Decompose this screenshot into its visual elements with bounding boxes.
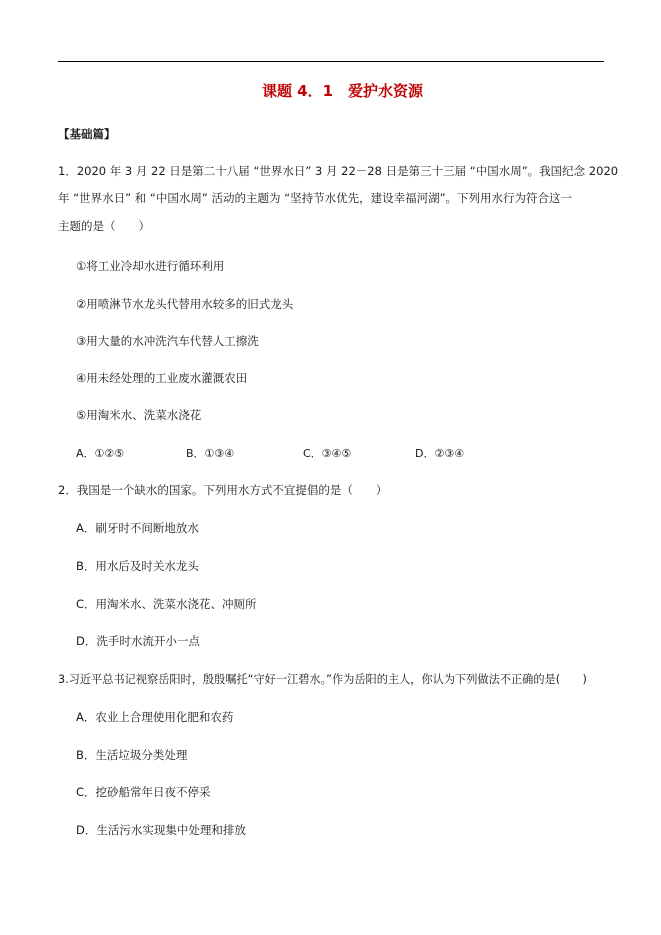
- q1-item-1: ①将工业冷却水进行循环利用: [76, 259, 225, 273]
- q1-stem-line1: 1．2020 年 3 月 22 日是第二十八届 “世界水日” 3 月 22－28 日是第三十三届 “中国水周”。我国纪念 2020: [58, 164, 619, 178]
- q3-option-d: D．生活污水实现集中处理和排放: [76, 823, 246, 837]
- q1-item-3: ③用大量的水冲洗汽车代替人工擦洗: [76, 334, 259, 348]
- q1-choice-b: B．①③④: [186, 447, 235, 460]
- q1-item-4: ④用未经处理的工业废水灌溉农田: [76, 371, 248, 385]
- q1-choice-a: A．①②⑤: [76, 447, 125, 460]
- q1-stem-line3: 主题的是（ ）: [58, 219, 150, 233]
- q2-option-d: D．洗手时水流开小一点: [76, 634, 200, 648]
- q2-option-a: A．刷牙时不间断地放水: [76, 521, 199, 535]
- q2-option-b: B．用水后及时关水龙头: [76, 559, 199, 573]
- section-heading: 【基础篇】: [58, 127, 116, 141]
- q1-stem-line2: 年 “世界水日” 和 “中国水周” 活动的主题为 “坚持节水优先，建设幸福河湖”。下列用水行为符合这一: [58, 191, 573, 205]
- q1-item-5: ⑤用淘米水、洗菜水浇花: [76, 408, 202, 422]
- q1-item-2: ②用喷淋节水龙头代替用水较多的旧式龙头: [76, 297, 294, 311]
- header-rule: [58, 61, 604, 62]
- q1-choice-c: C．③④⑤: [303, 447, 352, 460]
- q3-option-a: A．农业上合理使用化肥和农药: [76, 710, 234, 724]
- q1-choice-d: D．②③④: [415, 447, 465, 460]
- lesson-title: 课题 4．1 爱护水资源: [261, 82, 424, 100]
- q3-option-b: B．生活垃圾分类处理: [76, 748, 188, 762]
- q2-option-c: C．用淘米水、洗菜水浇花、冲厕所: [76, 597, 257, 611]
- q3-stem: 3.习近平总书记视察岳阳时，殷殷嘱托“守好一江碧水。”作为岳阳的主人，你认为下列做法不正确的是( ): [58, 673, 587, 686]
- q2-stem: 2．我国是一个缺水的国家。下列用水方式不宜提倡的是（ ）: [58, 483, 388, 497]
- q3-option-c: C．挖砂船常年日夜不停采: [76, 785, 211, 799]
